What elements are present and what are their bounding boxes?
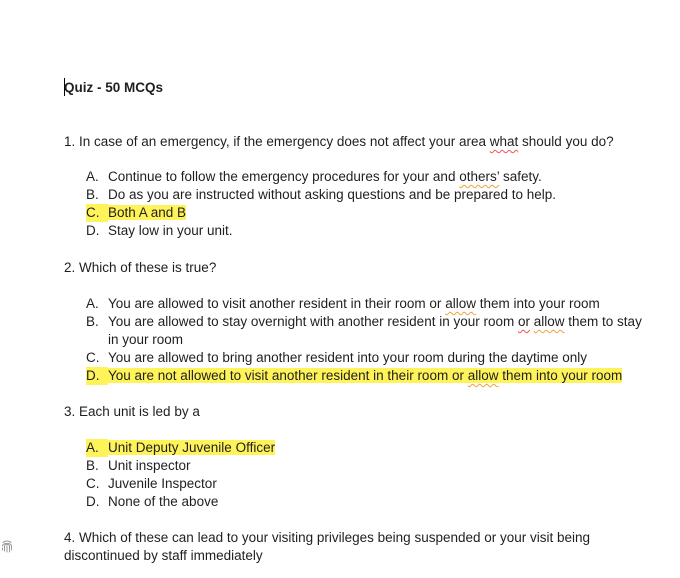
question-3-option-b[interactable] — [86, 457, 646, 475]
question-2-stem[interactable]: 2. Which of these is true? — [64, 260, 217, 275]
grammar-flagged-word[interactable]: allow — [467, 368, 499, 383]
question-1-option-d[interactable] — [86, 222, 646, 240]
option-letter: A. — [86, 439, 108, 457]
option-letter: C. — [86, 476, 100, 491]
grammar-flagged-word[interactable]: allow — [445, 296, 476, 311]
question-3-option-c[interactable] — [86, 475, 646, 493]
option-letter: B. — [86, 458, 99, 473]
option-text-highlighted: You are not allowed to visit another resident in their room or allow them into your room — [108, 368, 623, 383]
option-text: Continue to follow the emergency procedures for your and others’ safety. — [108, 169, 542, 184]
spell-flagged-word[interactable]: or — [517, 314, 530, 329]
question-1-option-c[interactable] — [86, 204, 646, 222]
document-title[interactable]: Quiz - 50 MCQs — [64, 80, 164, 95]
option-text: You are allowed to visit another resident in their room or allow them into your room — [108, 296, 600, 311]
question-2-option-b[interactable] — [86, 313, 646, 349]
option-letter: B. — [86, 187, 99, 202]
question-1-option-b[interactable] — [86, 186, 646, 204]
option-text: Unit inspector — [108, 458, 191, 473]
question-2-option-d[interactable] — [86, 367, 646, 385]
question-2-option-a[interactable] — [86, 295, 646, 313]
question-4-stem[interactable]: 4. Which of these can lead to your visiting privileges being suspended or your visit being discontinued by staff immediately — [64, 530, 591, 563]
question-1-text-flagged[interactable]: what — [489, 134, 519, 149]
grammar-flagged-word[interactable]: others’ — [459, 169, 500, 184]
option-letter: C. — [86, 204, 108, 222]
option-text: You are allowed to stay overnight with another resident in your room or allow them to stay in your room — [108, 314, 642, 347]
option-letter: D. — [86, 367, 108, 385]
option-text: Do as you are instructed without asking questions and be prepared to help. — [108, 187, 557, 202]
option-text-highlighted: Unit Deputy Juvenile Officer — [108, 440, 276, 455]
grammar-flagged-word[interactable]: allow — [533, 314, 565, 329]
option-letter: D. — [86, 223, 100, 238]
question-3-option-d[interactable] — [86, 493, 646, 511]
option-text: You are allowed to bring another resident into your room during the daytime only — [108, 350, 588, 365]
question-3-stem[interactable]: 3. Each unit is led by a — [64, 404, 200, 419]
question-1-text-a: 1. In case of an emergency, if the emergency does not affect your area — [64, 134, 490, 149]
question-3-option-a[interactable] — [86, 439, 646, 457]
question-1-stem[interactable] — [64, 133, 644, 151]
option-text-highlighted: Both A and B — [108, 205, 187, 220]
option-text: Stay low in your unit. — [108, 223, 233, 238]
option-text: Juvenile Inspector — [108, 476, 217, 491]
fingerprint-icon[interactable] — [0, 538, 14, 554]
question-2-option-c[interactable] — [86, 349, 646, 367]
question-1-option-a[interactable] — [86, 168, 646, 186]
option-letter: D. — [86, 494, 100, 509]
question-1-text-b: should you do? — [518, 134, 614, 149]
option-letter: C. — [86, 350, 100, 365]
option-letter: A. — [86, 169, 99, 184]
question-3-options — [86, 439, 646, 511]
option-text: None of the above — [108, 494, 219, 509]
option-letter: A. — [86, 296, 99, 311]
question-2-options — [86, 295, 646, 385]
question-1-options — [86, 168, 646, 240]
option-letter: B. — [86, 314, 99, 329]
